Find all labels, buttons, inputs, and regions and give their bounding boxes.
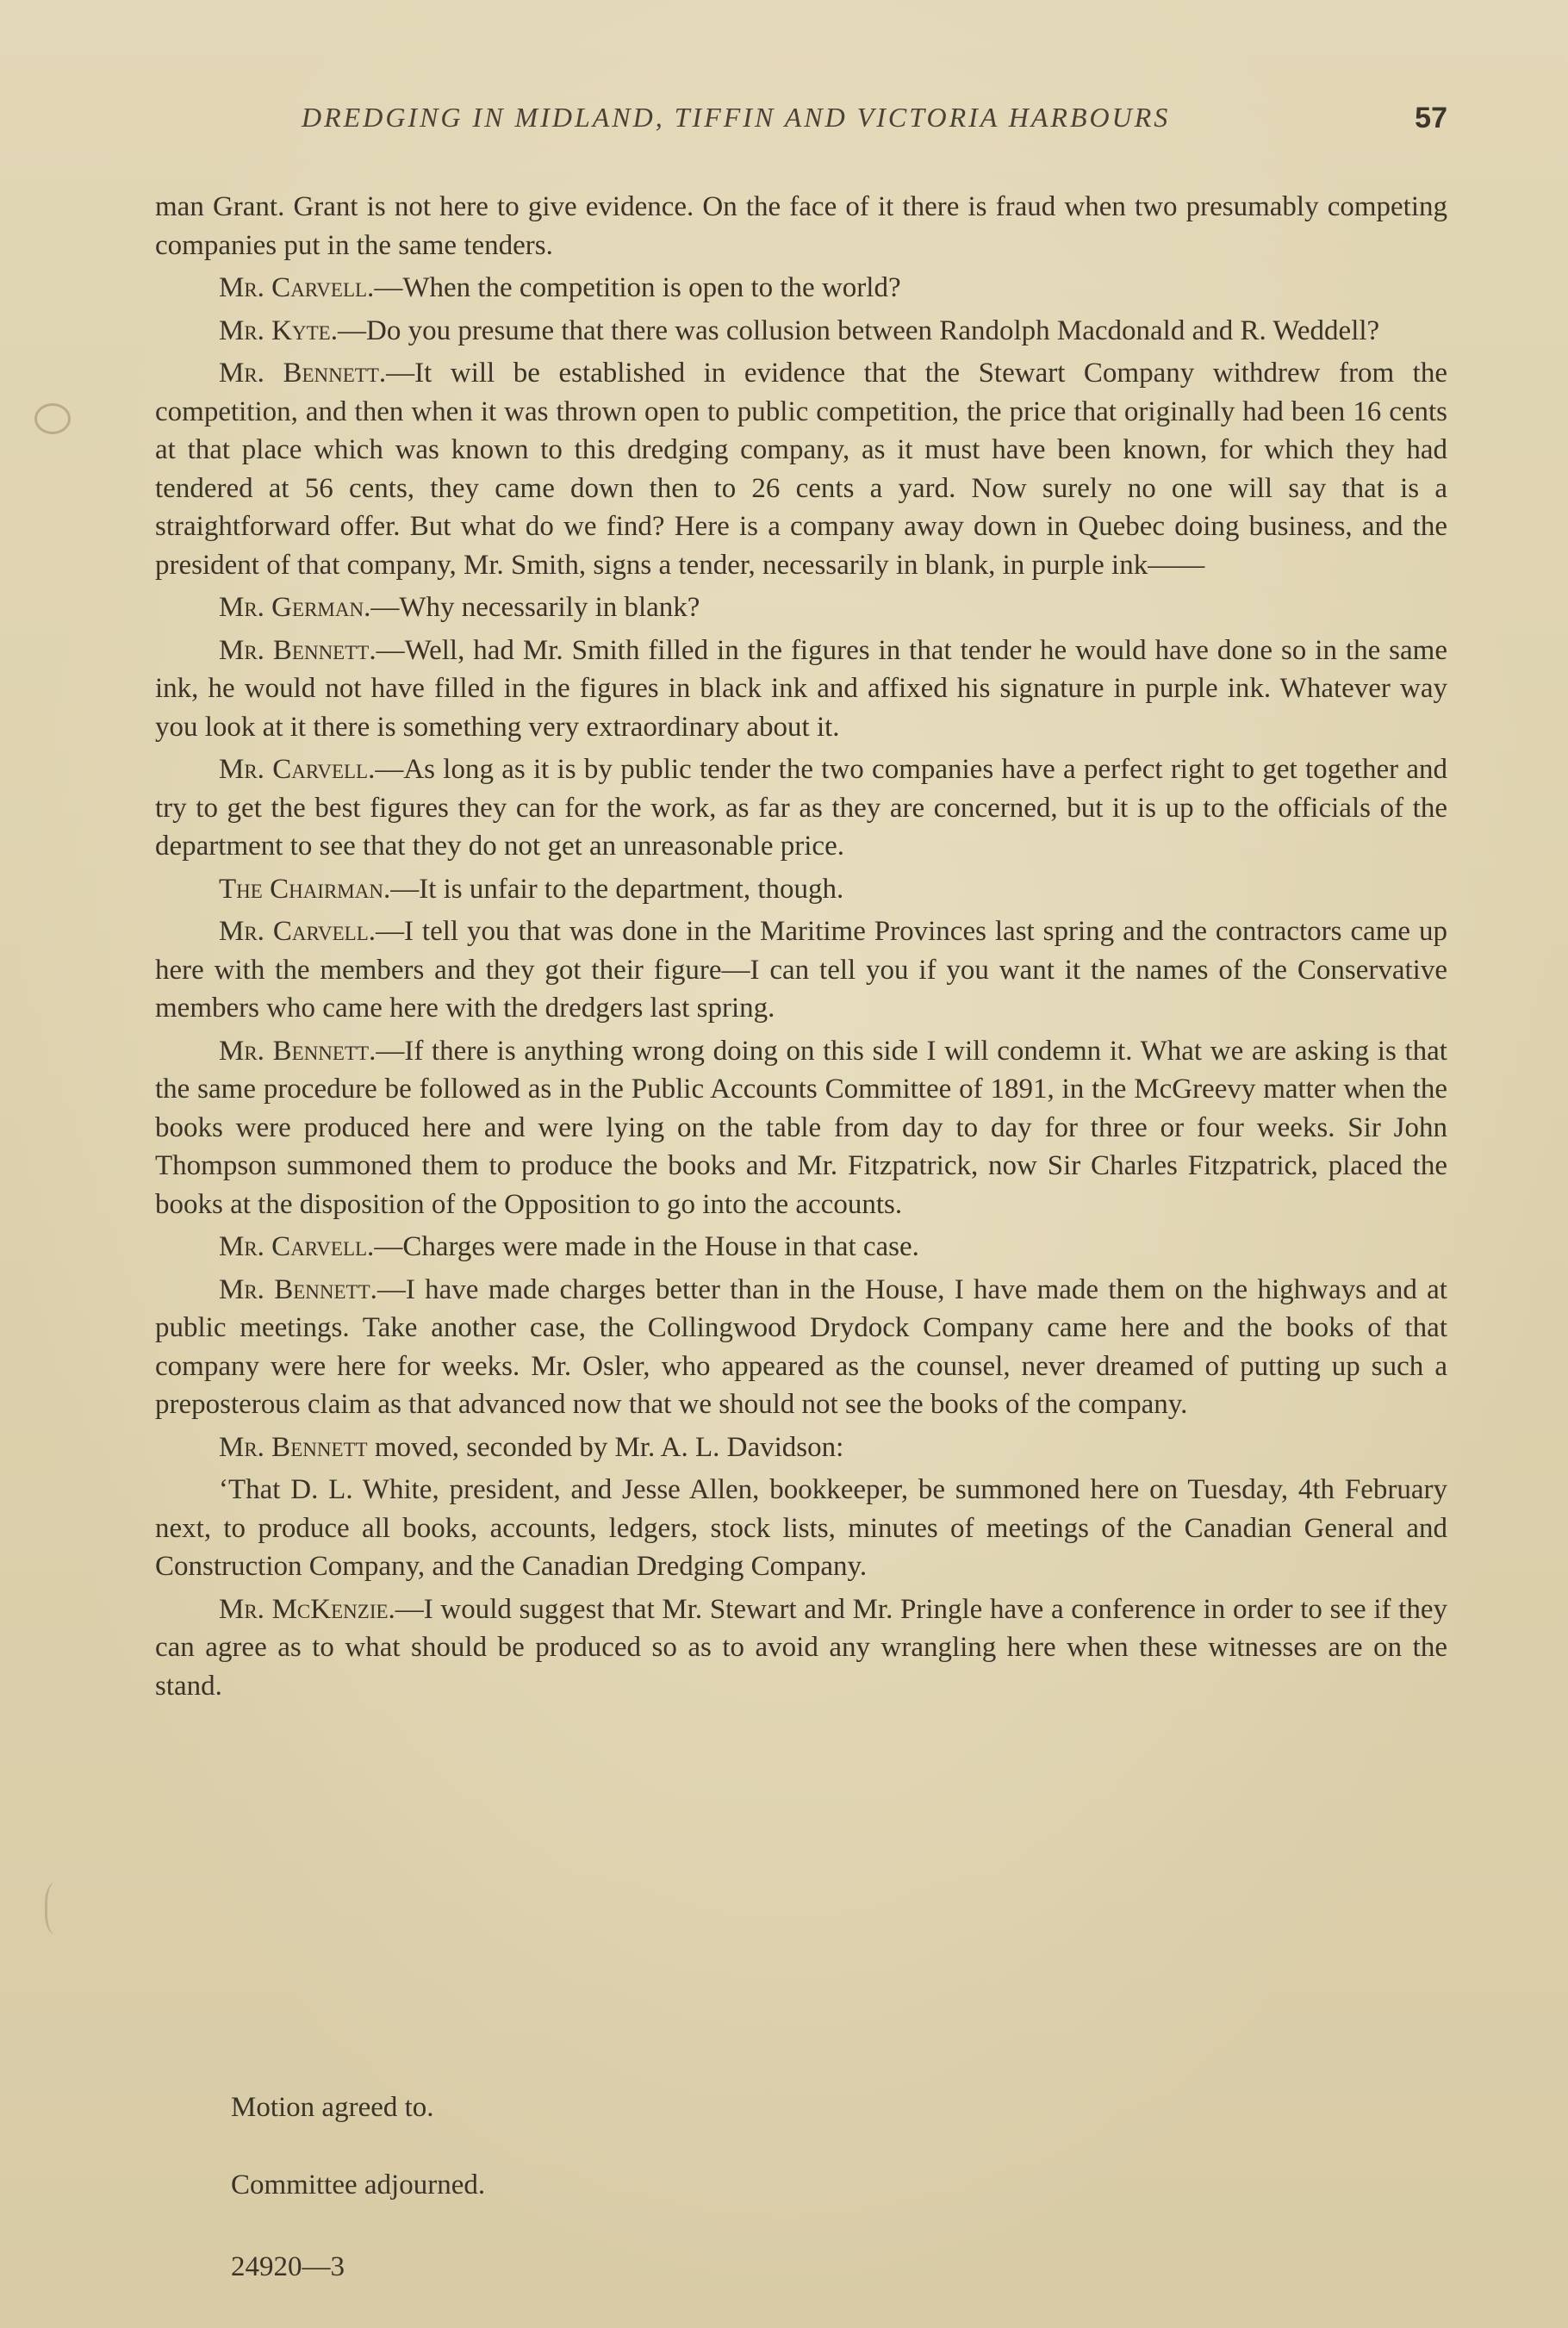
paragraph [155, 750, 1447, 866]
paragraph [155, 870, 1447, 909]
paragraph [155, 1429, 1447, 1467]
printer-signature: 24920—3 [231, 2251, 345, 2282]
speaker-name: Mr. McKenzie. [219, 1593, 395, 1625]
paragraph-text: —It will be established in evidence that the Stewart Company withdrew from the competition, and then when it was thrown open to public competition, the price that originally had been 16 cents at that place which was known to this dredging company, as it must have been known, for which they had tendered at 56 cents, they came down then to 26 cents a yard. Now surely no one will say that is a straightforward offer. But what do we find? Here is a company away down in Quebec doing business, and the president of that company, Mr. Smith, signs a tender, necessarily in blank, in purple ink—— [155, 358, 1447, 581]
speaker-name: Mr. Bennett. [219, 1273, 377, 1305]
speaker-name: The Chairman. [219, 873, 391, 905]
paragraph-text: —Do you presume that there was collusion between Randolph Macdonald and R. Weddell? [337, 314, 1380, 346]
paragraph-text: —As long as it is by public tender the two companies have a perfect right to get together and try to get the best figures they can for the work, as far as they are concerned, but it is up to the officials of the department to see that they do not get an unreasonable price. [155, 754, 1448, 862]
page-number: 57 [1415, 102, 1447, 134]
speaker-name: Mr. Bennett [219, 1431, 368, 1463]
committee-adjourned-line: Committee adjourned. [231, 2169, 486, 2200]
paper-stain [34, 403, 71, 434]
paragraph-text: man Grant. Grant is not here to give evidence. On the face of it there is fraud when two presumably competing companies put in the same tenders. [155, 191, 1447, 261]
paragraph [155, 1271, 1447, 1424]
motion-text [155, 1471, 1447, 1586]
paragraph [155, 1228, 1447, 1267]
paragraph-text: moved, seconded by Mr. A. L. Davidson: [367, 1431, 844, 1463]
speaker-name: Mr. Carvell. [219, 1231, 375, 1262]
paragraph-text: —Why necessarily in blank? [370, 592, 700, 623]
paragraph [155, 632, 1447, 747]
paragraph [155, 188, 1447, 265]
speaker-name: Mr. Kyte. [219, 314, 338, 346]
paragraph [155, 1590, 1447, 1706]
paragraph-text: —When the competition is open to the world? [374, 272, 901, 303]
paragraph-text: —If there is anything wrong doing on this side I will condemn it. What we are asking is that the same procedure be followed as in the Public Accounts Committee of 1891, in the McGreevy matter when the books were produced here and were lying on the table from day to day for three or four weeks. Sir John Thompson summoned them to produce the books and Mr. Fitzpatrick, now Sir Charles Fitzpatrick, placed the books at the disposition of the Opposition to go into the accounts. [155, 1035, 1447, 1220]
speaker-name: Mr. Bennett. [219, 1035, 376, 1067]
paragraph-text: —I tell you that was done in the Maritime Provinces last spring and the contractors came up here with the members and they got their figure—I can tell you if you want it the names of the Conservative members who came here with the dredgers last spring. [155, 916, 1447, 1024]
speaker-name: Mr. Carvell. [219, 916, 376, 947]
paragraph [155, 588, 1447, 627]
paragraph-text: —Well, had Mr. Smith filled in the figures in that tender he would have done so in the same ink, he would not have filled in the figures in black ink and affixed his signature in purple ink. Whatever way you look at it there is something very extraordinary about it. [155, 634, 1447, 743]
paragraph-text: —I have made charges better than in the House, I have made them on the highways and at public meetings. Take another case, the Collingwood Drydock Company came here and the books of that company were here for weeks. Mr. Osler, who appeared as the counsel, never dreamed of putting up such a preposterous claim as that advanced now that we should not see the books of the company. [155, 1273, 1447, 1420]
running-title: DREDGING IN MIDLAND, TIFFIN AND VICTORIA HARBOURS [302, 102, 1171, 133]
paragraph [155, 269, 1447, 308]
motion-agreed-line: Motion agreed to. [231, 2092, 434, 2123]
page-header [155, 102, 1447, 145]
speaker-name: Mr. Carvell. [219, 754, 376, 785]
body-text [155, 188, 1447, 1709]
paragraph [155, 912, 1447, 1028]
speaker-name: Mr. Bennett. [219, 634, 376, 666]
paragraph [155, 1032, 1447, 1224]
speaker-name: Mr. German. [219, 592, 371, 623]
paragraph-text: ‘That D. L. White, president, and Jesse Allen, bookkeeper, be summoned here on Tuesday, 4th February next, to produce all books, accounts, ledgers, stock lists, minutes of meetings of the Canadian General and Construction Company, and the Canadian Dredging Company. [155, 1474, 1447, 1582]
speaker-name: Mr. Bennett. [219, 358, 387, 389]
paragraph-text: —I would suggest that Mr. Stewart and Mr. Pringle have a conference in order to see if they can agree as to what should be produced so as to avoid any wrangling here when these witnesses are on the stand. [155, 1593, 1447, 1702]
paragraph [155, 312, 1447, 351]
paper-stain [45, 1883, 70, 1934]
paragraph [155, 354, 1447, 584]
paragraph-text: —Charges were made in the House in that case. [374, 1231, 919, 1262]
paragraph-text: —It is unfair to the department, though. [390, 873, 844, 905]
speaker-name: Mr. Carvell. [219, 272, 375, 303]
